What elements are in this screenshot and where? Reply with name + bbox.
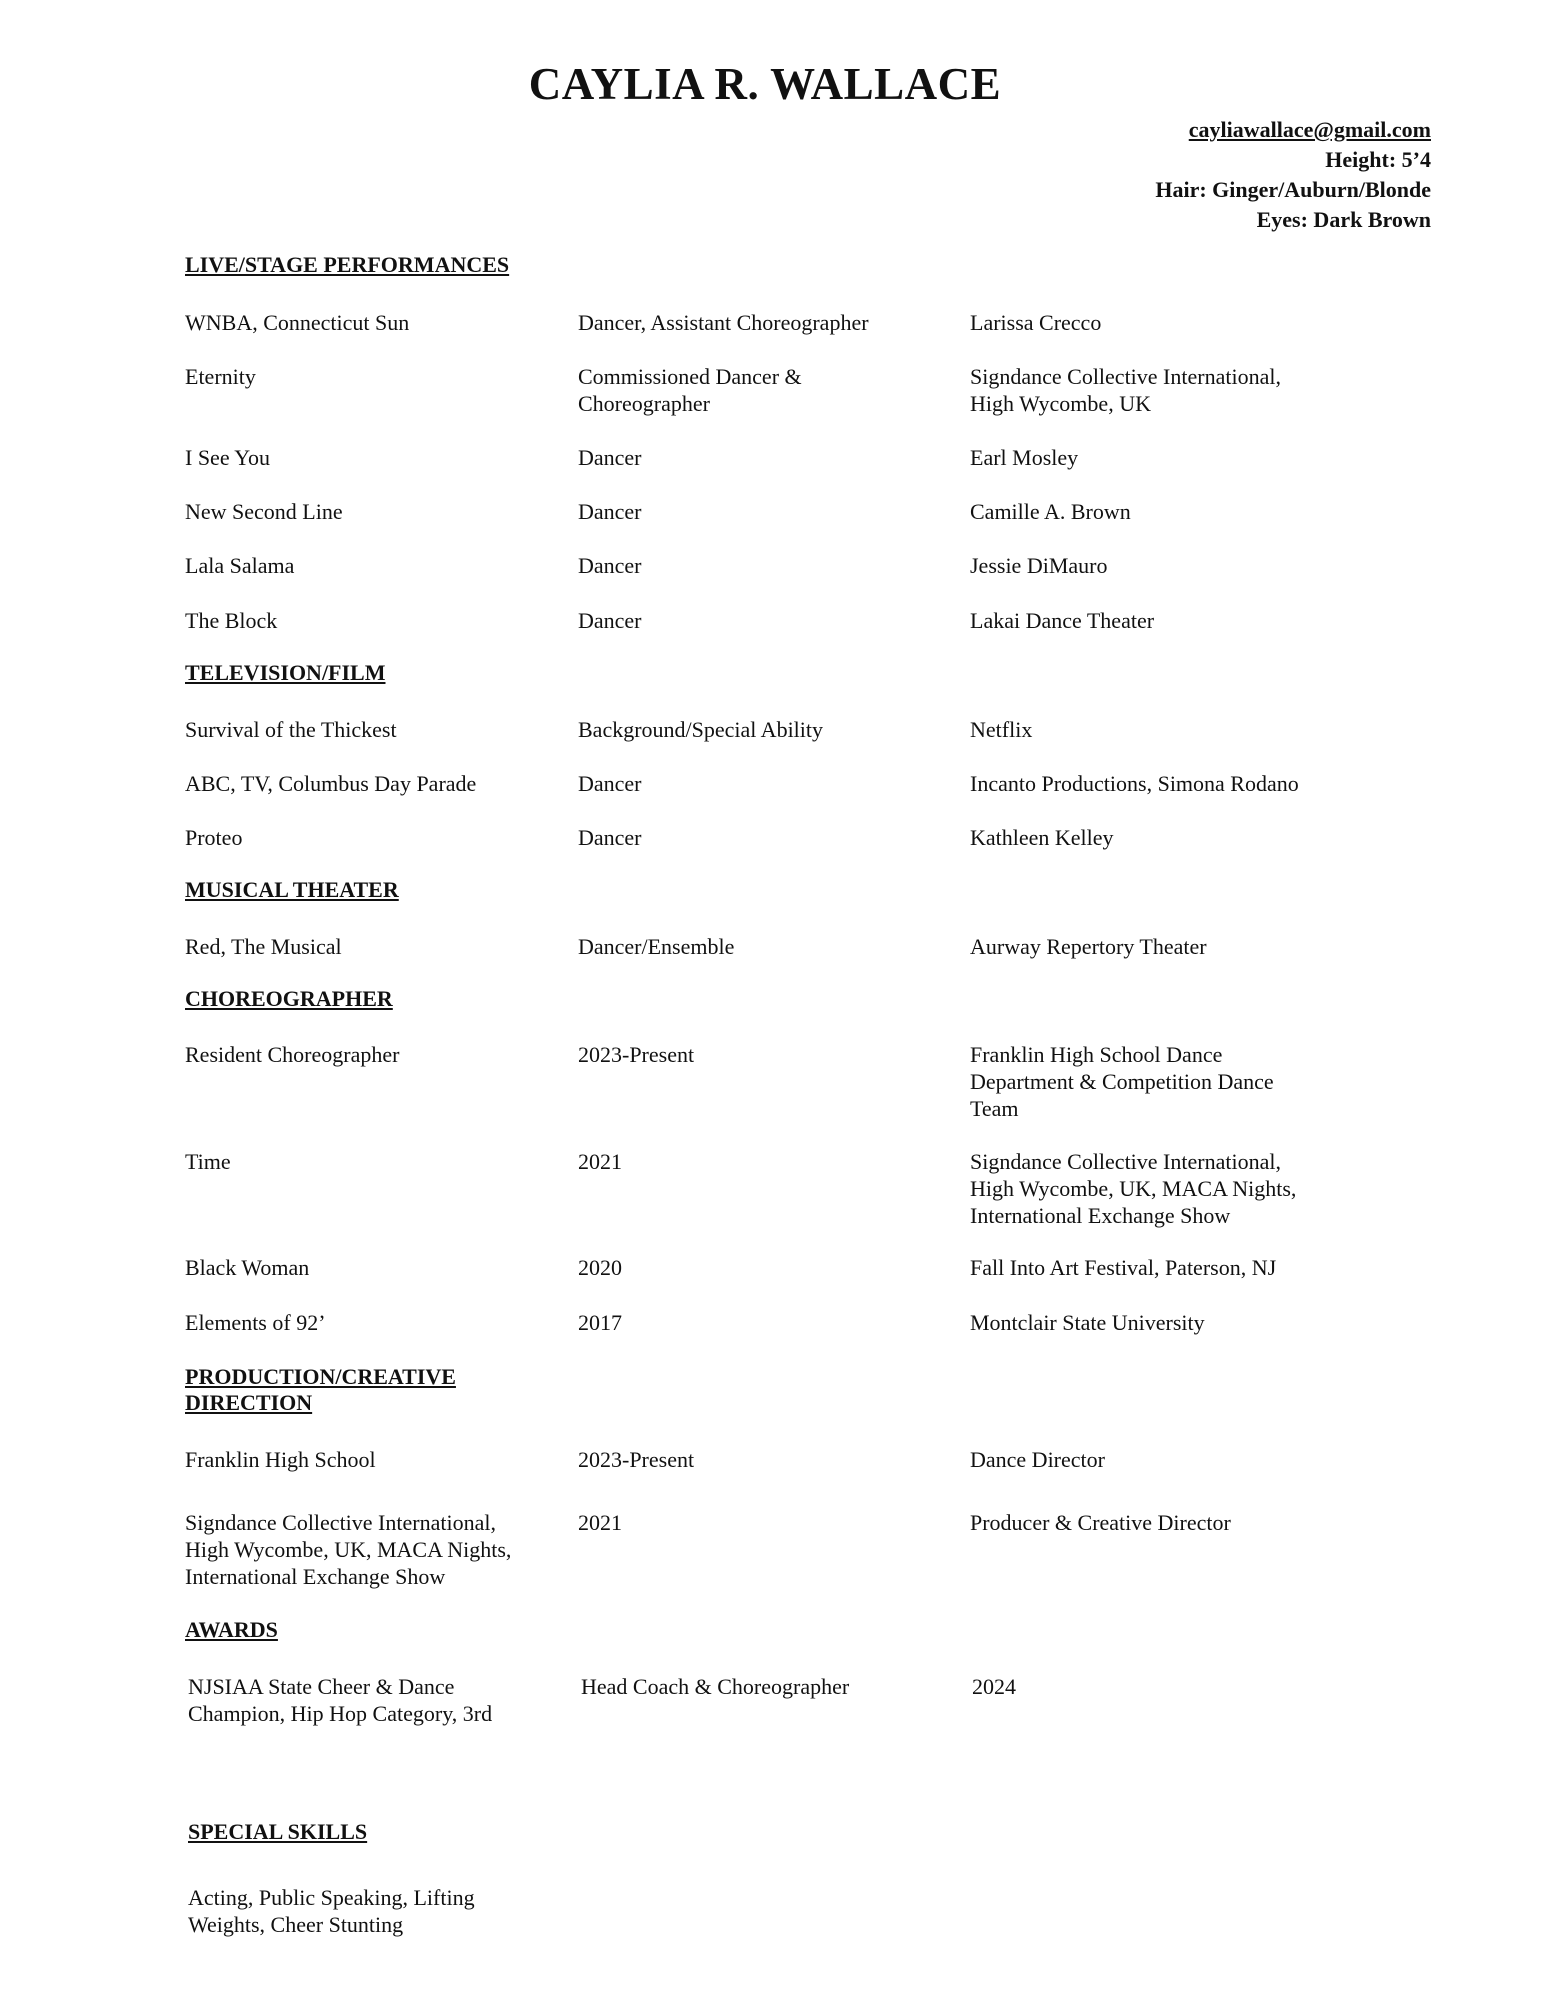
section-heading-musical: MUSICAL THEATER [185, 877, 399, 902]
row-title: Lala Salama [185, 553, 295, 578]
row-year: 2021 [578, 1510, 622, 1535]
row-title: Proteo [185, 825, 243, 850]
row-title: I See You [185, 445, 270, 470]
section-heading-choreographer: CHOREOGRAPHER [185, 986, 393, 1011]
skills-text: Acting, Public Speaking, Lifting Weights, Cheer Stunting [188, 1885, 475, 1937]
row-title: Survival of the Thickest [185, 717, 397, 742]
row-title: NJSIAA State Cheer & Dance Champion, Hip Hop Category, 3rd [188, 1674, 493, 1726]
row-year: 2020 [578, 1255, 622, 1280]
row-title: Elements of 92’ [185, 1310, 326, 1335]
row-company: Jessie DiMauro [970, 553, 1108, 578]
row-company: Netflix [970, 717, 1033, 742]
row-company: Signdance Collective International, High Wycombe, UK, MACA Nights, International Exchange Show [970, 1149, 1297, 1228]
row-title: Signdance Collective International, High Wycombe, UK, MACA Nights, International Exchange Show [185, 1510, 512, 1589]
section-heading-live: LIVE/STAGE PERFORMANCES [185, 252, 510, 277]
row-role: Dance Director [970, 1447, 1105, 1472]
row-company: Camille A. Brown [970, 499, 1131, 524]
row-title: Eternity [185, 364, 256, 389]
row-role: Dancer [578, 553, 642, 578]
row-role: Dancer, Assistant Choreographer [578, 310, 869, 335]
row-title: Time [185, 1149, 231, 1174]
resume-name: CAYLIA R. WALLACE [528, 59, 1002, 109]
row-company: Earl Mosley [970, 445, 1079, 470]
eyes-text: Eyes: Dark Brown [1256, 207, 1431, 232]
row-year: 2021 [578, 1149, 622, 1174]
row-company: Aurway Repertory Theater [970, 934, 1207, 959]
row-role: Dancer/Ensemble [578, 934, 735, 959]
row-year: 2023-Present [578, 1447, 695, 1472]
row-company: Signdance Collective International, High Wycombe, UK [970, 364, 1281, 416]
row-company: Kathleen Kelley [970, 825, 1114, 850]
row-role: Background/Special Ability [578, 717, 824, 742]
row-company: Fall Into Art Festival, Paterson, NJ [970, 1255, 1277, 1280]
row-title: The Block [185, 608, 278, 633]
row-title: WNBA, Connecticut Sun [185, 310, 410, 335]
row-role: Dancer [578, 445, 642, 470]
email-link[interactable]: cayliawallace@gmail.com [1188, 117, 1431, 142]
row-role: Dancer [578, 825, 642, 850]
row-company: Incanto Productions, Simona Rodano [970, 771, 1299, 796]
row-role: Head Coach & Choreographer [581, 1674, 850, 1699]
row-role: Commissioned Dancer & Choreographer [578, 364, 802, 416]
row-year: 2023-Present [578, 1042, 695, 1067]
section-heading-production: PRODUCTION/CREATIVE DIRECTION [185, 1364, 456, 1415]
row-role: Dancer [578, 771, 642, 796]
section-heading-awards: AWARDS [185, 1617, 278, 1642]
row-title: Franklin High School [185, 1447, 376, 1472]
row-role: Dancer [578, 608, 642, 633]
section-heading-skills: SPECIAL SKILLS [188, 1819, 368, 1844]
height-text: Height: 5’4 [1325, 147, 1431, 172]
row-title: ABC, TV, Columbus Day Parade [185, 771, 477, 796]
row-company: Larissa Crecco [970, 310, 1102, 335]
row-role: Producer & Creative Director [970, 1510, 1231, 1535]
row-title: Black Woman [185, 1255, 310, 1280]
row-title: New Second Line [185, 499, 343, 524]
row-year: 2017 [578, 1310, 622, 1335]
row-year: 2024 [972, 1674, 1016, 1699]
row-title: Resident Choreographer [185, 1042, 400, 1067]
row-title: Red, The Musical [185, 934, 342, 959]
row-role: Dancer [578, 499, 642, 524]
row-company: Montclair State University [970, 1310, 1205, 1335]
section-heading-tv: TELEVISION/FILM [185, 660, 386, 685]
hair-text: Hair: Ginger/Auburn/Blonde [1155, 177, 1431, 202]
contact-info [1155, 115, 1431, 235]
row-company: Lakai Dance Theater [970, 608, 1155, 633]
row-company: Franklin High School Dance Department & Competition Dance Team [970, 1042, 1274, 1121]
